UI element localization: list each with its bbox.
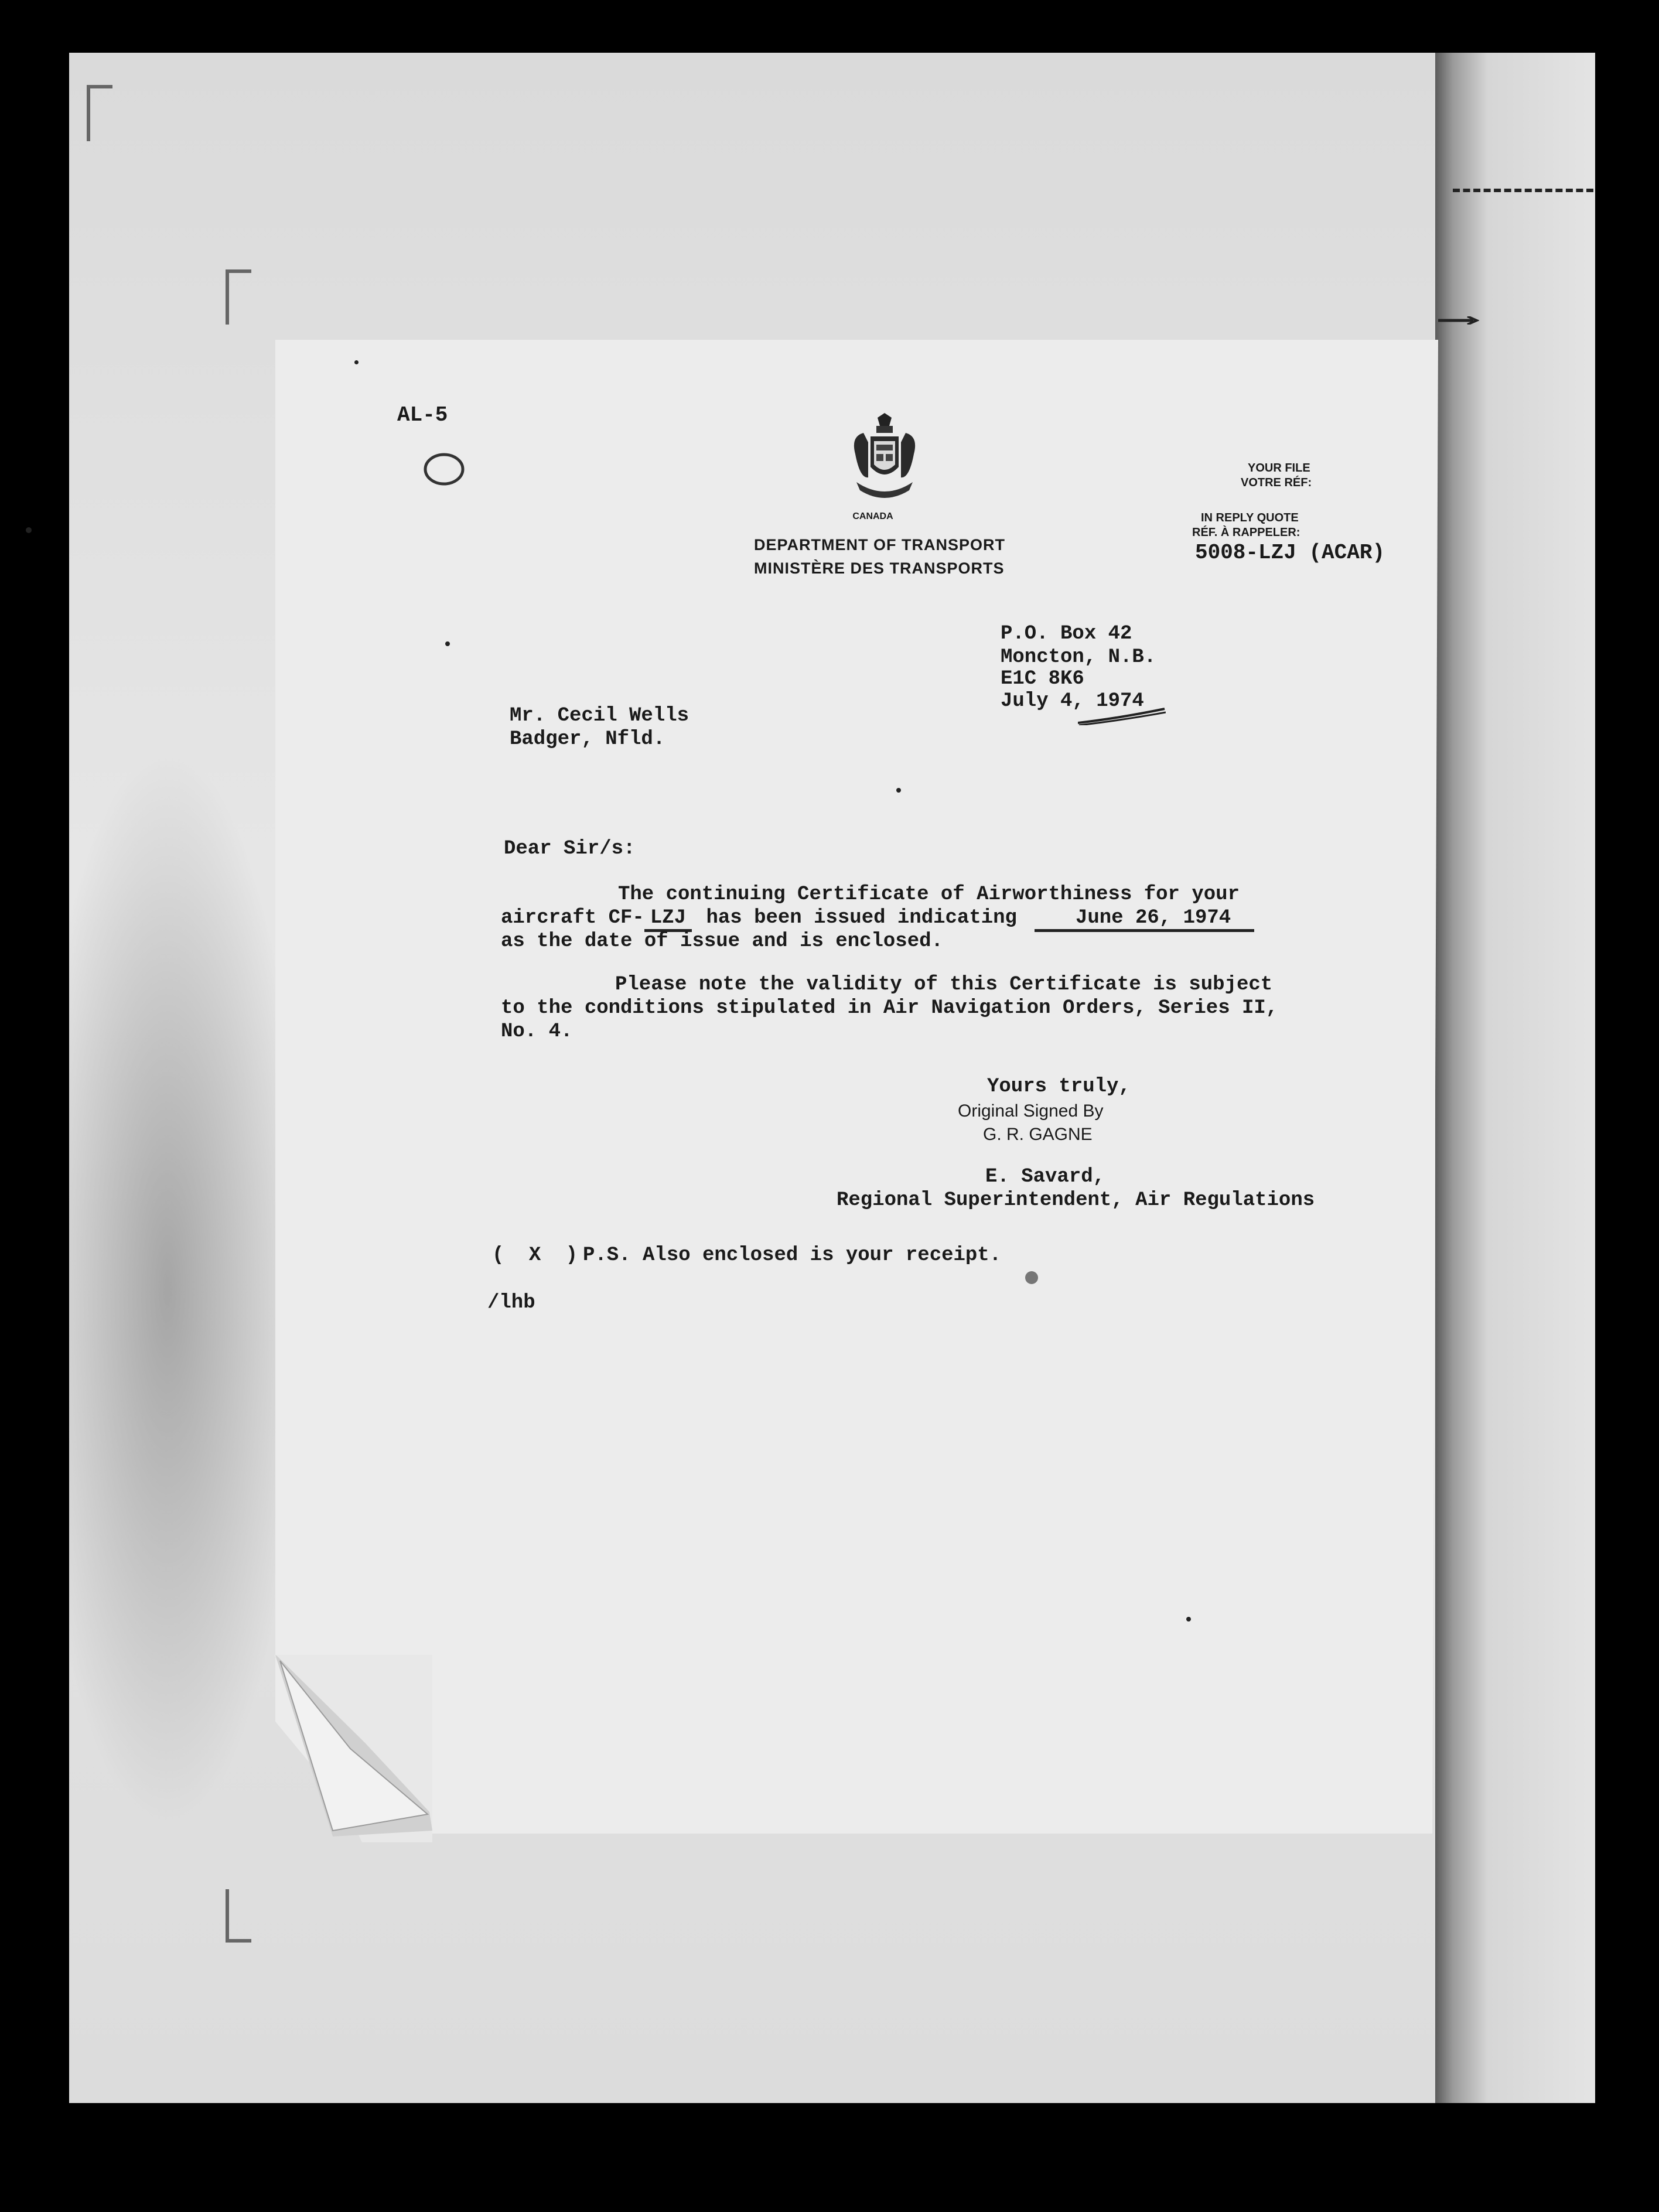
film-speck xyxy=(26,527,32,533)
underlying-page xyxy=(1435,53,1595,2103)
hole-punch-circle xyxy=(421,451,467,487)
salutation: Dear Sir/s: xyxy=(504,838,636,860)
signer-name: E. Savard, xyxy=(985,1166,1105,1188)
film-speck xyxy=(1186,1617,1191,1622)
aircraft-registration: LZJ xyxy=(644,907,692,932)
paragraph-line: Please note the validity of this Certificate is subject xyxy=(615,974,1273,996)
film-speck xyxy=(354,360,359,364)
postscript-text: P.S. Also enclosed is your receipt. xyxy=(583,1244,1002,1267)
paragraph-line: The continuing Certificate of Airworthiness for your xyxy=(618,883,1240,906)
original-signed-label: Original Signed By xyxy=(958,1101,1104,1121)
typist-initials: /lhb xyxy=(487,1292,535,1314)
signer-stamp: G. R. GAGNE xyxy=(983,1125,1093,1144)
paragraph-line xyxy=(501,907,1257,932)
department-name-fr: MINISTÈRE DES TRANSPORTS xyxy=(754,559,1005,577)
reply-quote-label-fr: RÉF. À RAPPELER: xyxy=(1192,526,1300,539)
dashed-line xyxy=(1453,189,1593,192)
crop-mark xyxy=(226,1889,251,1943)
checkbox-bracket: ) xyxy=(565,1244,578,1267)
ps-checkbox xyxy=(492,1244,578,1267)
postal-code: E1C 8K6 xyxy=(1001,668,1084,690)
recipient-name: Mr. Cecil Wells xyxy=(510,705,689,727)
paragraph-line: to the conditions stipulated in Air Navigation Orders, Series II, xyxy=(501,997,1278,1019)
paragraph-line: No. 4. xyxy=(501,1020,573,1043)
paragraph-text: aircraft CF- xyxy=(501,907,644,929)
your-file-label-fr: VOTRE RÉF: xyxy=(1241,476,1312,489)
checkbox-mark: X xyxy=(528,1244,541,1267)
page-curl xyxy=(274,1655,432,1842)
address-line: Moncton, N.B. xyxy=(1001,646,1156,668)
department-name-en: DEPARTMENT OF TRANSPORT xyxy=(754,536,1005,554)
crop-mark xyxy=(87,85,112,141)
paragraph-text: has been issued indicating xyxy=(694,907,1017,929)
reply-quote-number: 5008-LZJ (ACAR) xyxy=(1195,541,1385,565)
closing-phrase: Yours truly, xyxy=(987,1076,1131,1098)
film-speck xyxy=(445,641,450,646)
document-code: AL-5 xyxy=(397,403,448,427)
canada-coat-of-arms-icon xyxy=(851,413,919,507)
letter-date: July 4, 1974 xyxy=(1001,690,1144,712)
issue-date: June 26, 1974 xyxy=(1035,907,1254,932)
crop-mark xyxy=(226,269,251,325)
signer-title: Regional Superintendent, Air Regulations xyxy=(837,1189,1315,1211)
recipient-place: Badger, Nfld. xyxy=(510,728,665,750)
film-speck xyxy=(896,788,901,793)
country-label: CANADA xyxy=(852,511,893,521)
checkbox-bracket: ( xyxy=(492,1244,504,1267)
arrow-icon xyxy=(1438,316,1479,325)
your-file-label: YOUR FILE xyxy=(1248,462,1310,475)
paragraph-line: as the date of issue and is enclosed. xyxy=(501,930,943,953)
date-underline xyxy=(1078,708,1166,725)
reply-quote-label: IN REPLY QUOTE xyxy=(1201,511,1299,524)
ink-blot xyxy=(1025,1271,1038,1284)
address-line: P.O. Box 42 xyxy=(1001,623,1132,645)
